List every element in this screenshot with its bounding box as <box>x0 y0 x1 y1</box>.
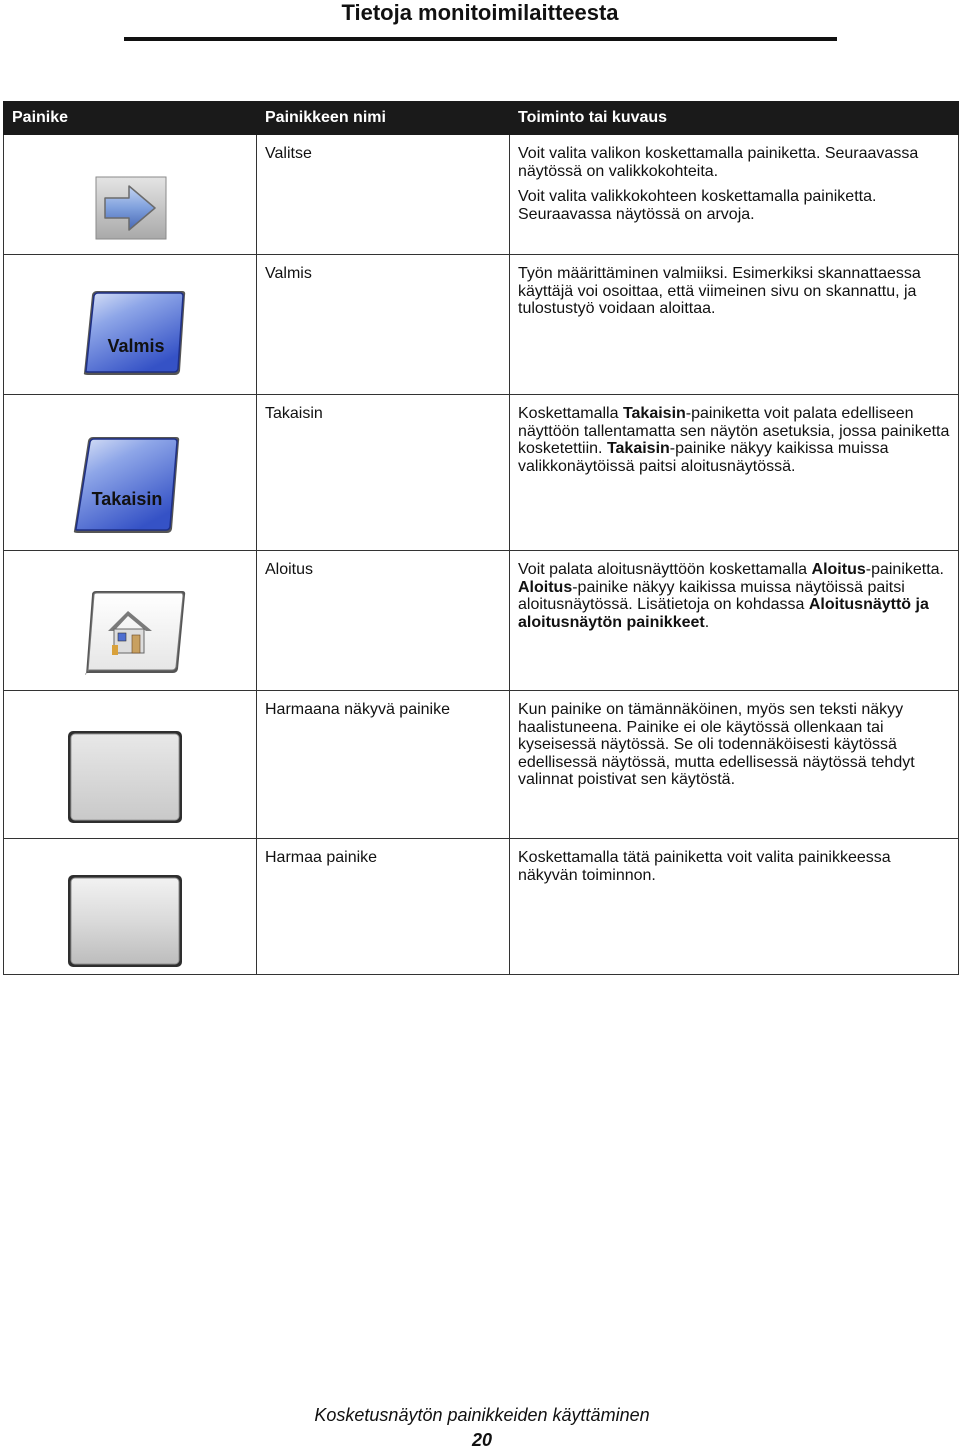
column-header-button: Painike <box>4 102 257 135</box>
table-header-row <box>4 102 959 135</box>
button-name-cell: Harmaa painike <box>257 839 510 975</box>
takaisin-icon-label: Takaisin <box>91 489 163 509</box>
description-paragraph: Työn määrittäminen valmiiksi. Esimerkiksi skannattaessa käyttäjä voi osoittaa, että viimeinen sivu on skannattu, ja tulostustyö voidaan aloittaa. <box>518 265 921 317</box>
description-paragraph: Kun painike on tämännäköinen, myös sen teksti näkyy haalistuneena. Painike ei ole käytössä ollenkaan tai kyseisessä näytössä. Se oli todennäköisesti käytössä edellisessä näytössä, mutta edellisessä näytössä tehdyt valinnat poistivat sen käytöstä. <box>518 701 915 788</box>
description-paragraph: Voit palata aloitusnäyttöön koskettamalla Aloitus-painiketta. Aloitus-painike näkyy kaikissa muissa näytöissä paitsi aloitusnäytössä. Lisätietoja on kohdassa Aloitusnäyttö ja aloitusnäytön painikkeet. <box>518 561 944 631</box>
icon-cell <box>4 135 257 255</box>
description-cell <box>510 551 959 691</box>
valmis-button-icon <box>80 289 188 377</box>
icon-cell <box>4 551 257 691</box>
button-name-cell: Aloitus <box>257 551 510 691</box>
description-cell <box>510 839 959 975</box>
footer-section-title: Kosketusnäytön painikkeiden käyttäminen <box>314 1405 650 1425</box>
table-row <box>4 551 959 691</box>
description-cell <box>510 255 959 395</box>
column-header-name: Painikkeen nimi <box>257 102 510 135</box>
column-header-description: Toiminto tai kuvaus <box>510 102 959 135</box>
button-name-cell: Takaisin <box>257 395 510 551</box>
button-name-cell: Harmaana näkyvä painike <box>257 691 510 839</box>
description-paragraph: Voit valita valikkokohteen koskettamalla painiketta. Seuraavassa näytössä on arvoja. <box>518 188 877 223</box>
table-row <box>4 839 959 975</box>
page-title: Tietoja monitoimilaitteesta <box>341 0 619 25</box>
page-number: 20 <box>471 1430 493 1450</box>
valmis-icon-label: Valmis <box>107 336 165 356</box>
description-cell <box>510 691 959 839</box>
button-name-cell: Valitse <box>257 135 510 255</box>
button-name-cell: Valmis <box>257 255 510 395</box>
home-icon <box>82 589 188 677</box>
description-cell <box>510 395 959 551</box>
icon-cell <box>4 691 257 839</box>
icon-cell <box>4 255 257 395</box>
icon-cell <box>4 395 257 551</box>
description-cell <box>510 135 959 255</box>
icon-cell <box>4 839 257 975</box>
table-row <box>4 135 959 255</box>
title-rule <box>124 37 837 41</box>
arrow-right-icon <box>95 176 167 240</box>
description-paragraph: Voit valita valikon koskettamalla painiketta. Seuraavassa näytössä on valikkokohteita. <box>518 145 919 180</box>
takaisin-button-icon <box>70 435 182 535</box>
description-paragraph: Koskettamalla Takaisin-painiketta voit palata edelliseen näyttöön tallentamatta sen näytön asetuksia, jossa painiketta kosketettiin. Takaisin-painike näkyy kaikissa muissa valikkonäytöissä paitsi aloitusnäytössä. <box>518 405 950 475</box>
table-row <box>4 255 959 395</box>
grayed-button-icon <box>66 729 184 825</box>
button-table <box>3 101 959 975</box>
table-row <box>4 691 959 839</box>
description-paragraph: Koskettamalla tätä painiketta voit valita painikkeessa näkyvän toiminnon. <box>518 849 891 884</box>
gray-button-icon <box>66 873 184 969</box>
table-row <box>4 395 959 551</box>
